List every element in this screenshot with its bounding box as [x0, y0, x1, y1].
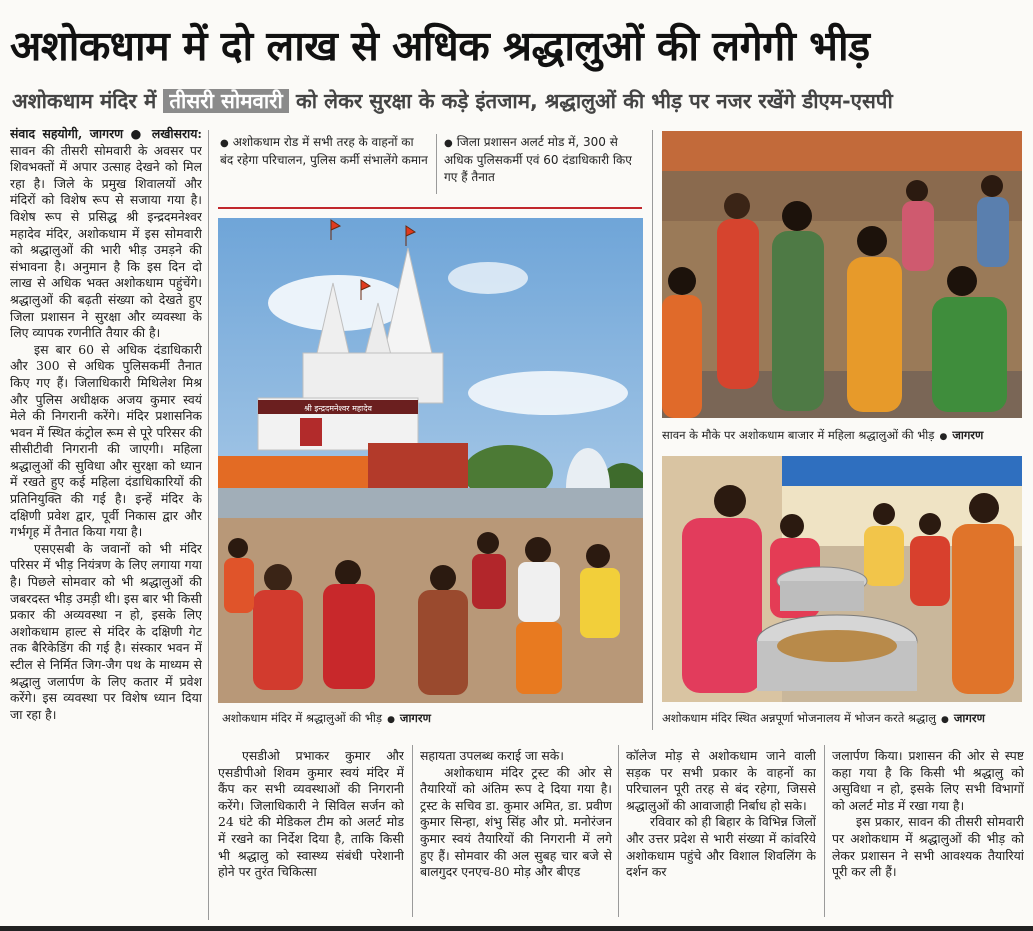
article-paragraph: कॉलेज मोड़ से अशोकधाम जाने वाली सड़क पर सभी प्रकार के वाहनों का परिचालन पूरी तरह से बंद रहेगा, जिससे श्रद्धालुओं की आवाजाही निर्बाध हो सके। — [626, 748, 816, 813]
article-text: सावन की तीसरी सोमवारी के अवसर पर शिवभक्तों में अपार उत्साह देखने को मिल रहा है। जिले के प्रमुख शिवालयों और मंदिरों को विशेष रूप से सजाया गया है। विशेष रूप से प्रसिद्ध श्री इन्द्रदमनेश्वर महादेव मंदिर, अशोकधाम में इस सोमवारी को श्रद्धालुओं की भारी भीड़ उमड़ने की संभावना है। अनुमान है कि इस दिन दो लाख से अधिक भक्त अशोकधाम पहुंचेंगे। श्रद्धालुओं की बढ़ती संख्या को देखते हुए जिला प्रशासन ने सुरक्षा और व्यवस्था के लिए व्यापक रणनीति तैयार की है। — [10, 142, 202, 341]
highlight-bullet-1 — [220, 134, 430, 194]
article-column-5 — [832, 748, 1024, 916]
article-paragraph: इस प्रकार, सावन की तीसरी सोमवारी पर अशोकधाम में श्रद्धालुओं की भीड़ को लेकर प्रशासन ने सभी आवश्यक तैयारियां पूरी कर ली हैं। — [832, 814, 1024, 880]
temple-photo — [218, 218, 643, 703]
article-paragraph: जलार्पण किया। प्रशासन की ओर से स्पष्ट कहा गया है कि किसी भी श्रद्धालु को असुविधा न हो, इसके लिए सभी विभागों को अलर्ट मोड में रखा गया है। — [832, 748, 1024, 813]
article-paragraph: एसडीओ प्रभाकर कुमार और एसडीपीओ शिवम कुमार स्वयं मंदिर में कैंप कर सभी व्यवस्थाओं की निगरानी करेंगे। जिलाधिकारी ने सिविल सर्जन को 24 घंटे की मेडिकल टीम को अलर्ट मोड में रखने का निर्देश दिया है, ताकि किसी भी श्रद्धालु को स्वास्थ्य संबंधी परेशानी होने पर तुरंत चिकित्सा — [218, 748, 404, 880]
column-divider — [652, 130, 653, 730]
subheadline-highlight: तीसरी सोमवारी — [163, 89, 289, 113]
credit-separator-icon: ● — [387, 715, 395, 725]
article-column-4 — [626, 748, 816, 916]
credit-separator-icon: ● — [941, 715, 949, 725]
temple-photo-caption — [222, 710, 642, 726]
column-divider — [412, 745, 413, 917]
bullet-underline — [218, 207, 642, 209]
subheadline — [12, 84, 1027, 118]
caption-text: अशोकधाम मंदिर में श्रद्धालुओं की भीड़ — [222, 711, 383, 725]
temple-sign: श्री इन्द्रदमनेश्वर महादेव — [304, 404, 372, 413]
article-paragraph — [10, 126, 202, 342]
article-column-2 — [218, 748, 404, 916]
headline: अशोकधाम में दो लाख से अधिक श्रद्धालुओं की लगेगी भीड़ — [10, 22, 870, 70]
article-column-1 — [10, 126, 202, 916]
bullet-dot-icon: ● — [444, 138, 453, 149]
caption-text: सावन के मौके पर अशोकधाम बाजार में महिला श्रद्धालुओं की भीड़ — [662, 428, 935, 442]
caption-text: अशोकधाम मंदिर स्थित अन्नपूर्णा भोजनालय में भोजन करते श्रद्धालु — [662, 711, 937, 725]
byline: संवाद सहयोगी, जागरण ● लखीसराय: — [10, 126, 202, 141]
article-paragraph: अशोकधाम मंदिर ट्रस्ट की ओर से तैयारियों को अंतिम रूप दे दिया गया है। ट्रस्ट के सचिव डा. कुमार अमित, डा. प्रवीण कुमार सिन्हा, शंभु सिंह और प्रो. मनोरंजन कुमार स्वयं तैयारियों की निगरानी में लगे हुए हैं। सोमवार की अल सुबह चार बजे से बालगुदर एनएच-80 मोड़ और बीएड — [420, 764, 612, 880]
women-devotees-photo — [662, 131, 1022, 418]
article-paragraph: रविवार को ही बिहार के विभिन्न जिलों और उत्तर प्रदेश से भारी संख्या में कांवरिये अशोकधाम पहुंचे और विशाल शिवलिंग के दर्शन कर — [626, 814, 816, 880]
article-paragraph: सहायता उपलब्ध कराई जा सके। — [420, 748, 564, 763]
subheadline-post: को लेकर सुरक्षा के कड़े इंतजाम, श्रद्धालुओं की भीड़ पर नजर रखेंगे डीएम-एसपी — [288, 89, 893, 113]
kitchen-photo-caption — [662, 710, 1024, 726]
women-devotees-illustration — [662, 131, 1022, 418]
column-divider — [208, 130, 209, 920]
bullet-text: जिला प्रशासन अलर्ट मोड में, 300 से अधिक पुलिसकर्मी एवं 60 दंडाधिकारी किए गए हैं तैनात — [444, 135, 632, 184]
bullet-dot-icon: ● — [220, 138, 229, 149]
highlight-bullet-2 — [444, 134, 642, 194]
kitchen-illustration — [662, 456, 1022, 702]
kitchen-photo — [662, 456, 1022, 702]
photo-credit: जागरण — [952, 428, 984, 442]
column-divider — [824, 745, 825, 917]
subheadline-pre: अशोकधाम मंदिर में — [12, 89, 164, 113]
photo-credit: जागरण — [953, 711, 985, 725]
article-paragraph: एसएसबी के जवानों को भी मंदिर परिसर में भीड़ नियंत्रण के लिए लगाया गया है। पिछले सोमवार को भी श्रद्धालुओं की जबरदस्त भीड़ उमड़ी थी। इस बार भी किसी प्रकार की अव्यवस्था न हो, इसके लिए अशोकधाम हाल्ट से मंदिर के दक्षिणी गेट तक बैरिकेडिंग की गई है। संस्कार भवन में स्टील से निर्मित जिग-जैग पथ के माध्यम से श्रद्धालु जलार्पण के लिए कतार में प्रवेश करेंगे। इस व्यवस्था पर विशेष ध्यान दिया जा रहा है। — [10, 540, 202, 722]
women-devotees-caption — [662, 427, 1024, 443]
column-divider — [618, 745, 619, 917]
temple-illustration — [218, 218, 643, 703]
article-column-3 — [420, 748, 612, 916]
page-bottom-edge — [0, 926, 1033, 931]
bullet-text: अशोकधाम रोड में सभी तरह के वाहनों का बंद रहेगा परिचालन, पुलिस कर्मी संभालेंगे कमान — [220, 135, 428, 167]
credit-separator-icon: ● — [939, 432, 948, 442]
photo-credit: जागरण — [399, 711, 431, 725]
article-paragraph: इस बार 60 से अधिक दंडाधिकारी और 300 से अधिक पुलिसकर्मी तैनात किए गए हैं। जिलाधिकारी मिथिलेश मिश्र और पुलिस अधीक्षक अजय कुमार स्वयं मेले की निगरानी करेंगे। मंदिर प्रशासनिक भवन में स्थित कंट्रोल रूम से पूरे परिसर की सीसीटीवी निगरानी की जाएगी। महिला श्रद्धालुओं की सुविधा और सुरक्षा को ध्यान में रखते हुए कई महिला दंडाधिकारियों की प्रतिनियुक्ति की गई है। इन्हें मंदिर के दक्षिणी प्रवेश द्वार, पूर्वी निकास द्वार और गर्भगृह में तैनात किया गया है। — [10, 341, 202, 540]
bullet-divider — [436, 134, 437, 194]
